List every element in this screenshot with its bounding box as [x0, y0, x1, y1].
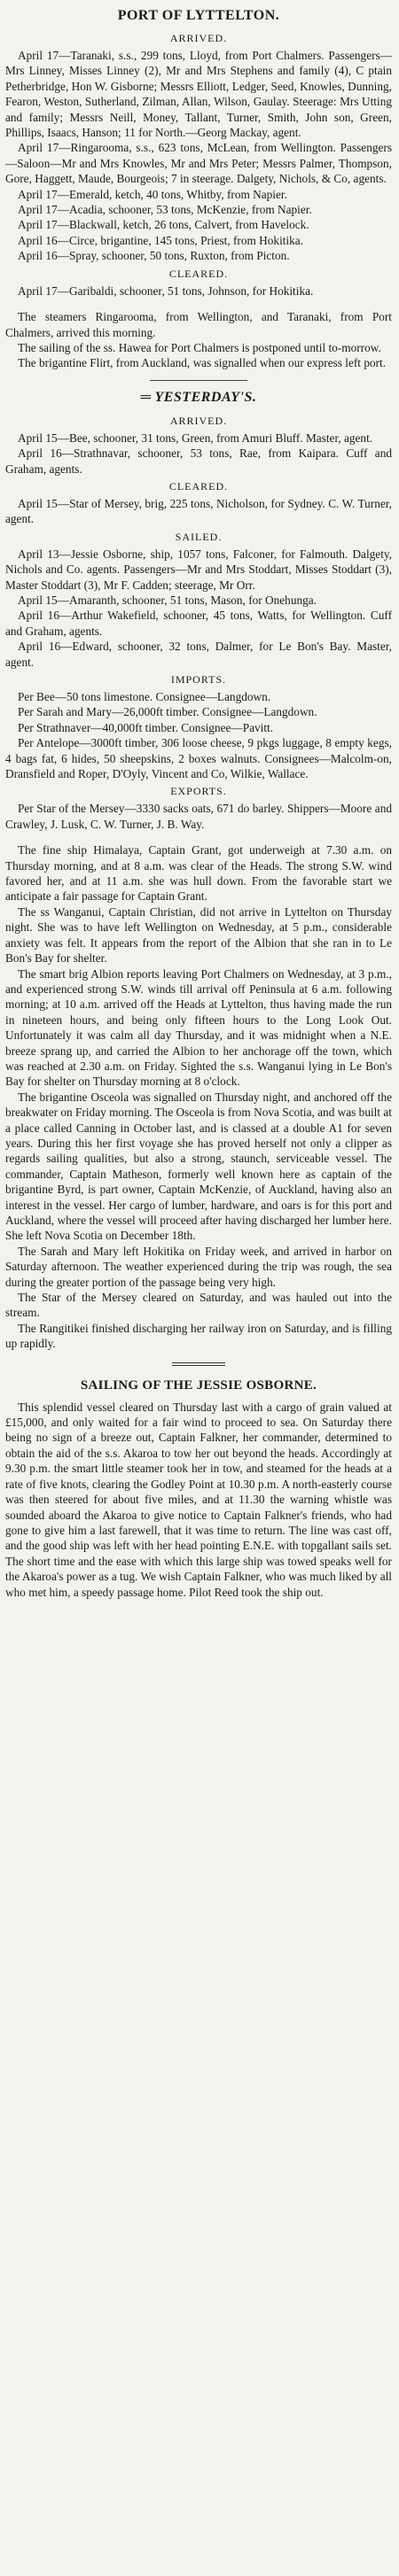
export-entry: Per Star of the Mersey—3330 sacks oats, 671 do barley. Shippers—Moore and Crawley, J. Lusk, C. W. Turner, J. B. Way.	[5, 802, 392, 831]
exports-list	[5, 801, 392, 832]
port-note: The brigantine Flirt, from Auckland, was signalled when our express left port.	[18, 356, 387, 370]
port-arrival-entry: April 17—Blackwall, ketch, 26 tons, Calvert, from Havelock.	[18, 218, 309, 232]
port-note: The sailing of the ss. Hawea for Port Chalmers is postponed until to-morrow.	[18, 340, 381, 354]
section-divider	[172, 1362, 225, 1366]
shipping-news	[5, 842, 392, 1351]
heading-marker: ═	[140, 389, 152, 405]
port-arrival-entry: April 17—Acadia, schooner, 53 tons, McKenzie, from Napier.	[18, 203, 312, 217]
yesterday-arrived-heading: ARRIVED.	[169, 414, 228, 427]
yesterday-cleared-list	[5, 496, 392, 527]
news-paragraph: The ss Wanganui, Captain Christian, did not arrive in Lyttelton on Thursday night. She was to have left Wellington on Wednesday, at 5 p.m., considerable anxiety was felt. It appears from the report of the Albion that she ran in to Le Bon's Bay for shelter.	[5, 904, 392, 966]
import-entry: Per Antelope—3000ft timber, 306 loose cheese, 9 pkgs luggage, 8 empty kegs, 4 bags fat, 6 hides, 50 sheepskins, 2 boxes walnuts. Consignees—Malcolm-on, Dransfield and Roper, D'Oyly, Vincent and Co, Wilkie, Wallace.	[5, 736, 392, 781]
port-arrived-list	[5, 48, 392, 264]
yesterday-arrival-entry: April 15—Bee, schooner, 31 tons, Green, from Amuri Bluff. Master, agent.	[18, 431, 373, 445]
yesterday-sailed-heading: SAILED.	[175, 530, 223, 543]
port-cleared-heading: CLEARED.	[168, 267, 229, 280]
exports-heading: EXPORTS.	[170, 785, 227, 798]
yesterday-sailed-entry: April 16—Edward, schooner, 32 tons, Dalmer, for Le Bon's Bay. Master, agent.	[5, 640, 392, 669]
yesterday-arrival-entry: April 16—Strathnavar, schooner, 53 tons, Rae, from Kaipara. Cuff and Graham, agents.	[5, 446, 392, 476]
port-cleared-list	[5, 283, 392, 299]
spacer	[5, 832, 392, 842]
news-paragraph: The smart brig Albion reports leaving Port Chalmers on Wednesday, at 3 p.m., and experienced strong S.W. winds till arrival off Peninsula at 6 a.m. following morning; at 10 a.m. arrived off the Heads at Lyttelton, thus having made the run in nineteen hours, and being only fifteen hours to the Long Look Out. Unfortunately it was calm all day Thursday, and it was midnight when a N.E. breeze sprang up, and carried the Albion to her anchorage off the town, which was reached at 2.30 a.m. on Friday. Sighted the s.s. Wanganui lying in Le Bon's Bay for shelter on Thursday morning at 8 o'clock.	[5, 966, 392, 1089]
news-paragraph: The fine ship Himalaya, Captain Grant, got underweigh at 7.30 a.m. on Thursday morning, and at 8 a.m. was clear of the Heads. The strong S.W. wind favored her, and at 11 a.m. she was hull down. From the favorable start we anticipate a fair passage for Captain Grant.	[5, 843, 392, 904]
imports-list	[5, 689, 392, 781]
spacer	[5, 299, 392, 309]
port-arrival-entry: April 16—Spray, schooner, 50 tons, Ruxton, from Picton.	[18, 249, 290, 263]
news-paragraph: The Rangitikei finished discharging her railway iron on Saturday, and is filling up rapidly.	[5, 1321, 392, 1351]
news-paragraph: The brigantine Osceola was signalled on Thursday night, and anchored off the breakwater on Friday morning. The Osceola is from Nova Scotia, and was built at a place called Canning in October last, and is classed at a double A1 for seven years. During this her first voyage she has proved herself not only a clipper as regards sailing qualities, but also a strong, staunch, serviceable vessel. The commander, Captain Matheson, formerly well known here as captain of the brigantine Byrd, is part owner, Captain McKenzie, of Auckland, having also an interest in the vessel. Her cargo of lumber, hardware, and oars is for this port and Auckland, where the vessel will proceed after having discharged her lumber here. She left Nova Scotia on December 18th.	[5, 1090, 392, 1243]
yesterday-sailed-list	[5, 547, 392, 670]
port-arrival-entry: April 17—Taranaki, s.s., 299 tons, Lloyd, from Port Chalmers. Passengers—Mrs Linney, Misses Linney (2), Mr and Mrs Stephens and family (4), C ptain Petherbridge, Hon W. Gisborne; Messrs Elliott, Ledger, Seed, Knowles, Dunning, Fearon, Weston, Sutherland, Zilman, Allan, Wilson, Gaulay. Steerage: Mrs Utting and family; Messrs Neill, Money, Tallant, Turner, Smith, John son, Green, Phillips, Isaacs, Hanson; 11 for North.—Georg Mackay, agent.	[5, 49, 392, 140]
news-paragraph: The Sarah and Mary left Hokitika on Friday week, and arrived in harbor on Saturday afternoon. The weather experienced during the trip was rough, the sea during the greater portion of the passage being very high.	[5, 1244, 392, 1289]
yesterday-sailed-entry: April 13—Jessie Osborne, ship, 1057 tons, Falconer, for Falmouth. Dalgety, Nichols and Co. agents. Passengers—Mr and Mrs Stoddart, Misses Stoddart (3), Master Stoddart (3), Mr F. Cadden; steerage, Mr Orr.	[5, 547, 392, 592]
section-divider	[150, 380, 247, 381]
port-arrival-entry: April 17—Ringarooma, s.s., 623 tons, McLean, from Wellington. Passengers—Saloon—Mr and Mrs Knowles, Mr and Mrs Peter; Messrs Palmer, Thompson, Gore, Haggett, Maude, Bourgeois; 7 in steerage. Dalgety, Nichols, & Co, agents.	[5, 141, 392, 186]
port-cleared-entry: April 17—Garibaldi, schooner, 51 tons, Johnson, for Hokitika.	[18, 283, 314, 298]
yesterday-sailed-entry: April 16—Arthur Wakefield, schooner, 45 tons, Watts, for Wellington. Cuff and Graham, agents.	[5, 609, 392, 638]
port-arrival-entry: April 17—Emerald, ketch, 40 tons, Whitby, from Napier.	[18, 187, 287, 201]
jessie-osborne-heading: SAILING OF THE JESSIE OSBORNE.	[80, 1377, 317, 1393]
yesterday-cleared-heading: CLEARED.	[168, 479, 229, 493]
yesterday-heading-text: YESTERDAY'S.	[154, 389, 257, 405]
port-note: The steamers Ringarooma, from Wellington, and Taranaki, from Port Chalmers, arrived this morning.	[5, 310, 392, 339]
port-masthead: PORT OF LYTTELTON.	[117, 8, 280, 23]
yesterday-sailed-entry: April 15—Amaranth, schooner, 51 tons, Mason, for Onehunga.	[18, 593, 317, 607]
yesterday-arrived-list	[5, 431, 392, 477]
port-notes	[5, 309, 392, 371]
imports-heading: IMPORTS.	[170, 673, 227, 686]
yesterday-heading	[5, 388, 392, 407]
yesterday-cleared-entry: April 15—Star of Mersey, brig, 225 tons, Nicholson, for Sydney. C. W. Turner, agent.	[5, 496, 392, 526]
import-entry: Per Strathnaver—40,000ft timber. Consignee—Pavitt.	[18, 720, 274, 734]
news-paragraph: The Star of the Mersey cleared on Saturday, and was hauled out into the stream.	[5, 1291, 392, 1320]
jessie-osborne-article: This splendid vessel cleared on Thursday last with a cargo of grain valued at £15,000, and only waited for a fair wind to proceed to sea. On Saturday there being no sign of a breeze out, Captain Falkner, her commander, determined to obtain the aid of the s.s. Akaroa to tow her out beyond the heads. Accordingly at 9.30 p.m. the smart little steamer took her in tow, and steamed for the heads at a rate of five knots, clearing the Godley Point at 10.30 p.m. A north-easterly course was then steered for about five miles, and at 11.30 the warning whistle was sounded aboard the Akaroa to give notice to Captain Falkner's friends, who had gone to give him a last farewell, that it was time to return. The line was cast off, and the good ship was left with her head pointing E.N.E. with topgallant sails set. The short time and the ease with which this large ship was towed speaks well for the Akaroa's power as a tug. We wish Captain Falkner, who was much liked by all who met him, a speedy passage home. Pilot Reed took the ship out.	[5, 1400, 392, 1599]
import-entry: Per Sarah and Mary—26,000ft timber. Consignee—Langdown.	[18, 705, 317, 719]
import-entry: Per Bee—50 tons limestone. Consignee—Langdown.	[18, 690, 271, 703]
port-arrived-heading: ARRIVED.	[169, 32, 228, 44]
port-arrival-entry: April 16—Circe, brigantine, 145 tons, Priest, from Hokitika.	[18, 233, 304, 247]
